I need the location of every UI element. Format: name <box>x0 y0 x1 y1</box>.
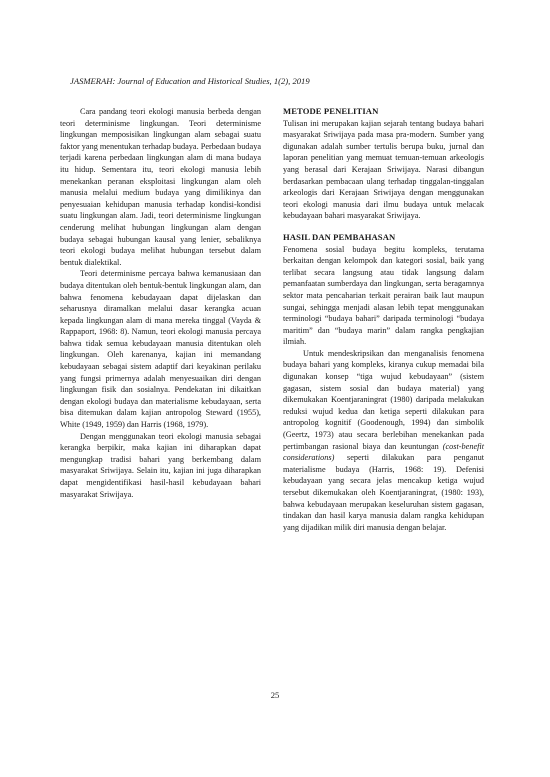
section-heading-method: METODE PENELITIAN <box>283 106 379 116</box>
paragraph-determinism: Teori determinisme percaya bahwa kemanusiaan dan budaya ditentukan oleh bentuk-bentuk lingkungan alam, dan bahwa fenomena kebudayaan dapat dijelaskan dan seharusnya diramalkan melalui dasar kerangka acuan kepada lingkungan alam di mana mereka tinggal (Vayda & Rappaport, 1968: 8). Namun, teori ekologi manusia percaya bahwa tidak semua kebudayaan manusia ditentukan oleh lingkungan. Oleh karenanya, kajian ini memandang kebudayaan sebagai sistem adaptif dari keyakinan perilaku yang fungsi primernya adalah menyesuaikan diri dengan lingkungan fisik dan sosialnya. Pendekatan ini dikaitkan dengan ekologi budaya dan materialisme kebudayaan, serta bisa ditemukan dalam kajian antropolog Steward (1955), White (1949, 1959) dan Harris (1968, 1979). <box>60 269 261 430</box>
paragraph-results-2-part-a: Untuk mendeskripsikan dan menganalisis fenomena budaya bahari yang kompleks, kiranya cukup memadai bila digunakan konsep “tiga wujud kebudayaan” (sistem gagasan, sistem sosial dan budaya material) yang dikemukakan Koentjaraningrat (1980) daripada melakukan reduksi wujud kedua dan ketiga seperti dilakukan para antropolog kognitif (Goodenough, 1994) dan simbolik (Geertz, 1973) atau secara berlebihan menekankan pada pertimbangan rasional biaya dan keuntungan <box>283 348 484 451</box>
left-column <box>60 106 261 500</box>
paragraph-theory-comparison: Cara pandang teori ekologi manusia berbeda dengan teori determinisme lingkungan. Teori determinisme lingkungan memposisikan lingkungan alam sebagai suatu faktor yang menentukan terhadap budaya. Perbedaan budaya terjadi karena perbedaan lingkungan alam di mana budaya itu hidup. Sementara itu, teori ekologi manusia lebih menekankan peranan eksploitasi lingkungan alam oleh manusia melalui medium budaya yang dimilikinya dan penyesuaian kehidupan manusia terhadap kondisi-kondisi suatu lingkungan alam. Jadi, teori determinisme lingkungan cenderung melihat hubungan lingkungan alam dengan budaya sebagai hubungan kausal yang lenier, sebaliknya teori ekologi budaya melihat hubungan tersebut dalam bentuk dialektikal. <box>60 107 261 267</box>
italic-term: (cost-benefit considerations) <box>283 441 484 463</box>
paragraph-results-2-part-b: seperti dilakukan para penganut materialisme budaya (Harris, 1968: 19). Defenisi kebudayaan yang secara jelas mencakup ketiga wujud tersebut dikemukakan oleh Koentjaraningrat, (1980: 193), bahwa kebudayaan merupakan keseluruhan sistem gagasan, tindakan dan hasil karya manusia dalam rangka kehidupan yang dijadikan milik diri manusia dengan belajar. <box>283 453 484 532</box>
right-column <box>283 106 484 533</box>
paragraph-results-2 <box>283 348 484 534</box>
paragraph-results-1: Fenomena sosial budaya begitu kompleks, terutama berkaitan dengan kelompok dan kategori sosial, baik yang terlibat secara langsung atau tidak langsung dalam pemanfaatan sumberdaya dan lingkungan, serta beragamnya sektor mata pencaharian terkait perairan baik laut maupun sungai, sehingga menjadi alasan lebih tepat menggunakan terminologi “budaya bahari” daripada terminologi “budaya maritim” dan “budaya marin” dalam rangka pengkajian ilmiah. <box>283 244 484 347</box>
page-number: 25 <box>270 690 280 700</box>
running-head: JASMERAH: Journal of Education and Historical Studies, 1(2), 2019 <box>70 76 310 86</box>
paragraph-method: Tulisan ini merupakan kajian sejarah tentang budaya bahari masyarakat Sriwijaya pada masa pra-modern. Sumber yang digunakan adalah sumber tertulis berupa buku, jurnal dan laporan penelitian yang memuat temuan-temuan arkeologis yang berasal dari Kerajaan Sriwijaya. Narasi dibangun berdasarkan pembacaan ulang terhadap tinggalan-tinggalan arkeologis dari Kerajaan Sriwijaya dengan menggunakan teori ekologi manusia dari ilmu budaya untuk melacak kebudayaan bahari masyarakat Sriwijaya. <box>283 118 484 221</box>
section-heading-results: HASIL DAN PEMBAHASAN <box>283 231 396 242</box>
paragraph-framework: Dengan menggunakan teori ekologi manusia sebagai kerangka berpikir, maka kajian ini diharapkan dapat mengungkap tradisi bahari yang berkembang dalam masyarakat Sriwijaya. Selain itu, kajian ini juga diharapkan dapat mengidentifikasi hasil-hasil kebudayaan bahari masyarakat Sriwijaya. <box>60 431 261 499</box>
